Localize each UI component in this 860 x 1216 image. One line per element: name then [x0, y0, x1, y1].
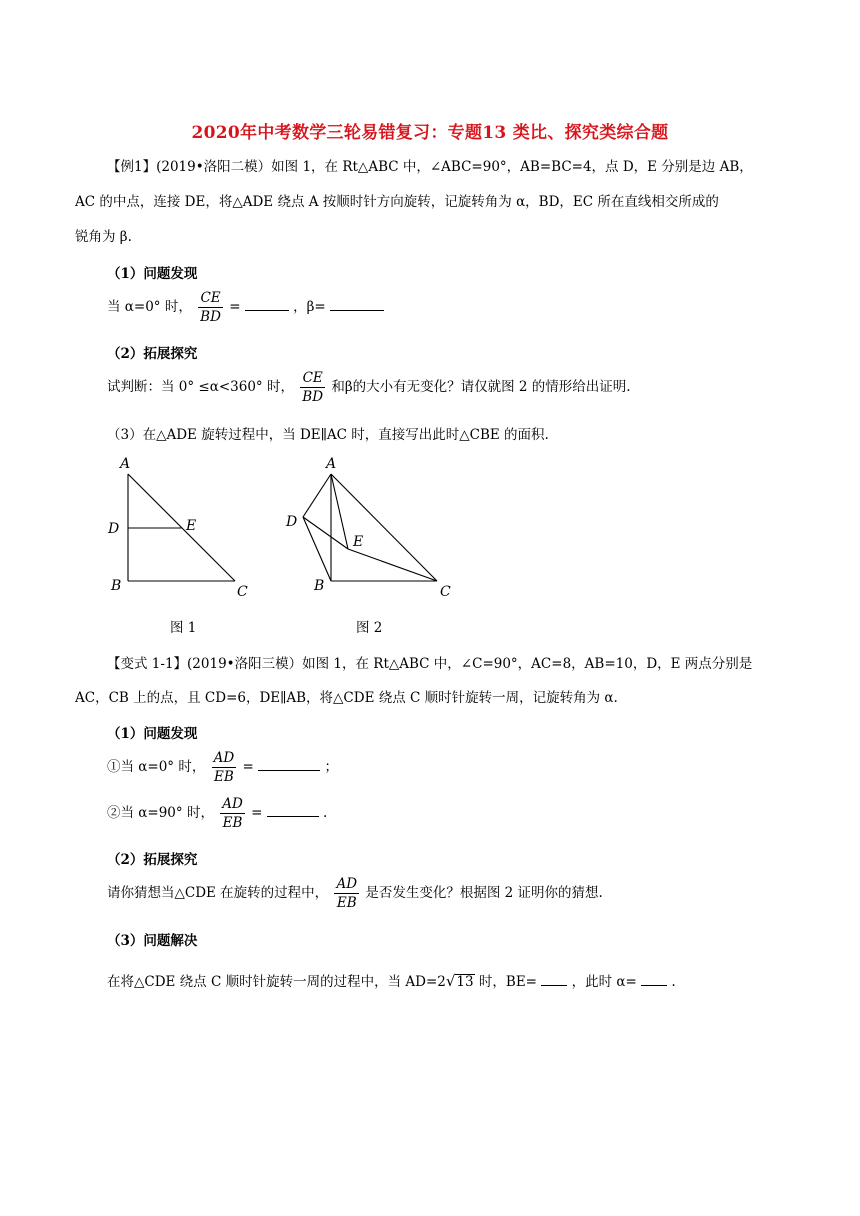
- fraction-numerator: AD: [336, 876, 358, 892]
- part3-mid2: ，此时 α=: [571, 974, 637, 990]
- example1-line1: 【例1】(2019•洛阳二模）如图 1，在 Rt△ABC 中，∠ABC=90°，AB=BC=4，点 D，E 分别是边 AB，: [107, 159, 753, 175]
- answer-blank[interactable]: [641, 972, 667, 986]
- label-c: C: [440, 584, 451, 600]
- page-title: 2020年中考数学三轮易错复习：专题13 类比、探究类综合题: [191, 123, 669, 143]
- q2-prefix: ②当 α=90° 时，: [107, 805, 214, 821]
- fraction-numerator: AD: [222, 796, 243, 812]
- fraction-denominator: EB: [336, 895, 357, 911]
- part1-prefix: 当 α=0° 时，: [107, 299, 192, 315]
- answer-blank[interactable]: [330, 297, 384, 311]
- ce-bd-fraction: [300, 370, 325, 405]
- answer-blank[interactable]: [541, 972, 567, 986]
- variant1-line2: AC，CB 上的点，且 CD=6，DE∥AB，将△CDE 绕点 C 顺时针旋转一周，记旋转角为 α.: [75, 690, 618, 706]
- fraction-denominator: BD: [302, 389, 324, 405]
- ad-eb-fraction: [334, 876, 359, 911]
- part2-prefix: 请你猜想当△CDE 在旋转的过程中，: [107, 885, 329, 901]
- part1-mid: ，β=: [293, 299, 326, 315]
- answer-blank[interactable]: [267, 803, 319, 817]
- fraction-numerator: CE: [198, 290, 223, 308]
- segment-ac: [331, 474, 437, 581]
- part3-mid1: 时，BE=: [478, 974, 537, 990]
- figure-2: [285, 456, 451, 600]
- segment-ae: [331, 474, 348, 549]
- equals-sign: =: [229, 299, 241, 315]
- variant1-part1-heading: （1）问题发现: [107, 726, 198, 742]
- answer-blank[interactable]: [245, 297, 289, 311]
- part2-suffix: 是否发生变化？根据图 2 证明你的猜想.: [365, 885, 603, 901]
- variant1-part2-heading: （2）拓展探究: [107, 852, 198, 868]
- label-b: B: [111, 578, 122, 594]
- figure-2-caption: 图 2: [356, 620, 383, 636]
- equals-sign: =: [251, 805, 263, 821]
- figure-1-caption: 图 1: [170, 620, 197, 636]
- label-e: E: [353, 534, 364, 550]
- variant1-part3-heading: （3）问题解决: [107, 933, 198, 949]
- sqrt-radicand: 13: [456, 974, 474, 990]
- part2-suffix: 和β的大小有无变化？请仅就图 2 的情形给出证明.: [331, 379, 631, 395]
- fraction-numerator: CE: [300, 370, 325, 388]
- segment-ec: [348, 549, 437, 581]
- example1-line3: 锐角为 β.: [75, 229, 132, 245]
- fraction-denominator: BD: [200, 309, 221, 325]
- fraction-denominator: EB: [222, 815, 243, 831]
- part3-prefix: 在将△CDE 绕点 C 顺时针旋转一周的过程中，当 AD=2: [107, 974, 446, 990]
- fraction-denominator: EB: [214, 769, 234, 785]
- example1-part1-question: [107, 290, 384, 325]
- q2-end: .: [323, 805, 328, 821]
- fraction-numerator: AD: [213, 750, 235, 766]
- variant1-part2-question: [107, 876, 603, 911]
- example1-part1-heading: （1）问题发现: [107, 266, 198, 282]
- label-a: A: [120, 456, 131, 472]
- label-e: E: [186, 518, 197, 534]
- segment-ad: [303, 474, 331, 517]
- answer-blank[interactable]: [258, 757, 320, 771]
- q1-end: ；: [324, 759, 338, 775]
- label-c: C: [237, 584, 248, 600]
- example1-line2: AC 的中点，连接 DE，将△ADE 绕点 A 按顺时针方向旋转，记旋转角为 α，BD，EC 所在直线相交所成的: [75, 194, 719, 210]
- example1-part2-question: [107, 370, 631, 405]
- figure-1: [107, 456, 248, 600]
- variant1-q2: [107, 796, 327, 831]
- example1-part2-heading: （2）拓展探究: [107, 346, 198, 362]
- label-d: D: [286, 514, 298, 530]
- geometry-figures: [0, 450, 860, 630]
- ad-eb-fraction: [212, 750, 237, 785]
- ad-eb-fraction: [220, 796, 245, 831]
- q1-prefix: ①当 α=0° 时，: [107, 759, 206, 775]
- variant1-line1: 【变式 1-1】(2019•洛阳三模）如图 1，在 Rt△ABC 中，∠C=90°，AC=8，AB=10，D，E 两点分别是: [107, 656, 753, 672]
- example1-part3: （3）在△ADE 旋转过程中，当 DE∥AC 时，直接写出此时△CBE 的面积.: [107, 427, 549, 443]
- equals-sign: =: [242, 759, 254, 775]
- part2-prefix: 试判断：当 0° ≤α<360° 时，: [107, 379, 294, 395]
- label-b: B: [314, 578, 325, 594]
- variant1-q1: [107, 750, 338, 785]
- ce-bd-fraction: [198, 290, 223, 325]
- label-d: D: [108, 521, 120, 537]
- variant1-part3-question: 在将△CDE 绕点 C 顺时针旋转一周的过程中，当 AD=2√13 时，BE= ，此时 α= .: [107, 972, 676, 990]
- part3-end: .: [671, 974, 676, 990]
- label-a: A: [326, 456, 337, 472]
